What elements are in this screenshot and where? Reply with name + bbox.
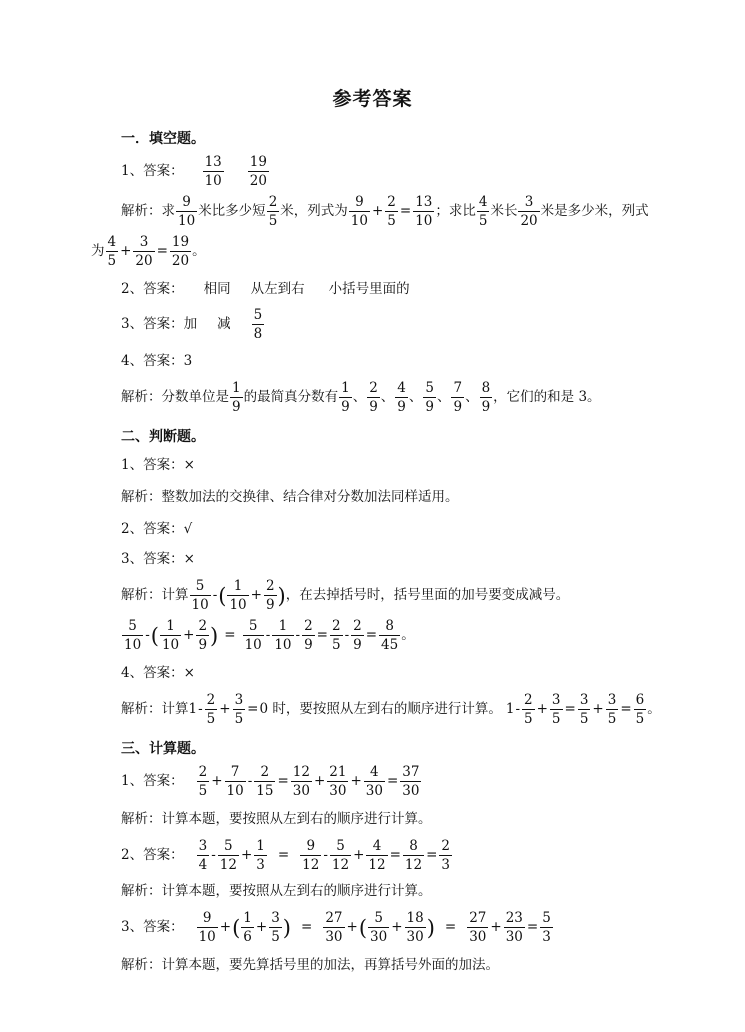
fraction: $\frac{27}{30}$ xyxy=(469,910,487,945)
equals-sign: = xyxy=(156,243,168,260)
fraction: $\frac{8}{12}$ xyxy=(404,838,423,873)
fraction: $\frac{4}{5}$ xyxy=(107,234,117,269)
exp-text: 0 时，要按照从左到右的顺序进行计算。 xyxy=(259,701,502,718)
right-paren: ) xyxy=(282,915,291,940)
fraction: $\frac{6}{5}$ xyxy=(635,692,645,727)
exp-text: ，它们的和是 3。 xyxy=(493,389,601,406)
answer-label: 3、答案： xyxy=(121,919,184,936)
answer-value: 相同 xyxy=(203,281,231,298)
s2-q3-answer xyxy=(121,540,195,580)
page-title: 参考答案 xyxy=(332,88,413,110)
fraction: $\frac{19}{20}$ xyxy=(249,154,267,189)
fraction: $\frac{5}{30}$ xyxy=(370,910,388,945)
exp-text: 解析：整数加法的交换律、结合律对分数加法同样适用。 xyxy=(121,489,459,506)
exp-text: 米长 xyxy=(490,203,518,220)
exp-text: 。 xyxy=(401,627,415,644)
separator: 、 xyxy=(352,389,367,406)
plus-sign: + xyxy=(219,919,232,936)
fraction: $\frac{3}{20}$ xyxy=(520,194,538,229)
s3-q1-answer xyxy=(121,762,422,802)
fraction: $\frac{12}{30}$ xyxy=(292,764,310,799)
fraction: $\frac{19}{20}$ xyxy=(171,234,190,269)
plus-sign: + xyxy=(391,919,403,936)
fraction: $\frac{5}{12}$ xyxy=(219,838,237,873)
minus-sign: - xyxy=(198,701,203,718)
s1-q2-answer xyxy=(121,270,410,310)
fraction: $\frac{1}{9}$ xyxy=(341,380,350,415)
exp-text: 为 xyxy=(91,243,105,260)
plus-sign: + xyxy=(536,701,548,718)
exp-text: 的最简真分数有 xyxy=(243,389,339,406)
answer-value: 小括号里面的 xyxy=(328,281,410,298)
fraction: $\frac{3}{5}$ xyxy=(271,910,280,945)
exp-text: 米比多少短 xyxy=(198,203,266,220)
s2-q3-explanation xyxy=(121,576,569,616)
minus-sign: - xyxy=(295,627,301,644)
fraction: $\frac{1}{9}$ xyxy=(232,380,241,415)
minus-sign: - xyxy=(211,847,216,864)
s1-q4-explanation xyxy=(121,378,601,418)
s1-q1-explanation-cont xyxy=(91,232,206,272)
fraction: $\frac{1}{3}$ xyxy=(256,838,265,873)
s2-q4-answer xyxy=(121,654,195,694)
plus-sign: + xyxy=(346,919,358,936)
exp-text: 解析：计算本题，要先算括号里的加法，再算括号外面的加法。 xyxy=(121,957,499,974)
s2-q3-calculation xyxy=(121,616,415,656)
exp-text: 。 xyxy=(192,243,206,260)
exp-text: 解析：分数单位是 xyxy=(121,389,229,406)
equals-sign: = xyxy=(277,773,289,790)
fraction: $\frac{18}{30}$ xyxy=(406,910,424,945)
equals-sign: = xyxy=(620,701,632,718)
equals-sign: = xyxy=(301,919,313,936)
equals-sign: = xyxy=(316,627,328,644)
fraction: $\frac{5}{10}$ xyxy=(124,618,142,653)
right-paren: ) xyxy=(426,915,435,940)
fraction: $\frac{3}{5}$ xyxy=(551,692,561,727)
fraction: $\frac{9}{10}$ xyxy=(178,194,196,229)
answer-label: 2、答案：√ xyxy=(121,521,193,538)
fraction: $\frac{7}{10}$ xyxy=(226,764,244,799)
fraction: $\frac{3}{5}$ xyxy=(234,692,244,727)
fraction: $\frac{5}{10}$ xyxy=(244,618,262,653)
answer-label: 3、答案：× xyxy=(121,551,195,568)
equals-sign: = xyxy=(564,701,576,718)
fraction: $\frac{1}{6}$ xyxy=(243,910,252,945)
s3-q2-explanation xyxy=(121,872,432,912)
plus-sign: + xyxy=(219,701,231,718)
answer-label: 2、答案： xyxy=(121,847,184,864)
equals-sign: = xyxy=(224,627,236,644)
number: 1 xyxy=(188,701,198,718)
fraction: $\frac{4}{30}$ xyxy=(365,764,383,799)
fraction: $\frac{7}{9}$ xyxy=(453,380,463,415)
left-paren: ( xyxy=(150,623,159,648)
answer-label: 4、答案：× xyxy=(121,665,195,682)
separator: 、 xyxy=(465,389,479,406)
plus-sign: + xyxy=(371,203,384,220)
equals-sign: = xyxy=(365,627,378,644)
fraction: $\frac{5}{8}$ xyxy=(253,307,263,342)
s3-q2-answer xyxy=(121,836,453,876)
exp-text: 解析：计算本题，要按照从左到右的顺序进行计算。 xyxy=(121,883,432,900)
fraction: $\frac{2}{5}$ xyxy=(198,764,208,799)
s1-q1-answer xyxy=(121,152,270,192)
separator: 、 xyxy=(380,389,395,406)
plus-sign: + xyxy=(490,919,502,936)
left-paren: ( xyxy=(218,583,227,608)
left-paren: ( xyxy=(358,915,368,940)
equals-sign: = xyxy=(526,919,539,936)
plus-sign: + xyxy=(255,919,268,936)
s3-q1-explanation xyxy=(121,800,432,840)
s3-q3-answer xyxy=(121,908,554,948)
fraction: $\frac{8}{45}$ xyxy=(381,618,399,653)
fraction: $\frac{13}{10}$ xyxy=(415,194,433,229)
exp-text: 。 xyxy=(647,701,661,718)
exp-text: 解析：求 xyxy=(121,203,175,220)
fraction: $\frac{2}{9}$ xyxy=(198,618,208,653)
fraction: $\frac{2}{15}$ xyxy=(256,764,274,799)
fraction: $\frac{5}{10}$ xyxy=(191,578,209,613)
fraction: $\frac{4}{9}$ xyxy=(397,380,406,415)
plus-sign: + xyxy=(592,701,604,718)
s3-q3-explanation xyxy=(121,946,499,986)
minus-sign: - xyxy=(515,701,521,718)
answer-label: 1、答案： xyxy=(121,163,184,180)
fraction: $\frac{5}{9}$ xyxy=(425,380,434,415)
left-paren: ( xyxy=(232,915,241,940)
fraction: $\frac{5}{12}$ xyxy=(331,838,350,873)
equals-sign: = xyxy=(389,847,401,864)
answer-value: 从左到右 xyxy=(250,281,305,298)
answer-value: 减 xyxy=(217,316,231,333)
minus-sign: - xyxy=(323,847,328,864)
fraction: $\frac{3}{5}$ xyxy=(579,692,589,727)
plus-sign: + xyxy=(120,243,132,260)
fraction: $\frac{9}{10}$ xyxy=(350,194,368,229)
fraction: $\frac{4}{5}$ xyxy=(478,194,488,229)
exp-text: ；求比 xyxy=(435,203,476,220)
equals-sign: = xyxy=(386,773,399,790)
exp-text: 解析：计算 xyxy=(121,587,189,604)
fraction: $\frac{2}{9}$ xyxy=(304,618,313,653)
fraction: $\frac{13}{10}$ xyxy=(204,154,222,189)
fraction: $\frac{2}{9}$ xyxy=(265,578,275,613)
equals-sign: = xyxy=(444,919,457,936)
fraction: $\frac{2}{5}$ xyxy=(206,692,216,727)
section-heading-true-false: 二、判断题。 xyxy=(121,429,205,445)
exp-text: ，在去掉括号时，括号里面的加号要变成减号。 xyxy=(285,587,570,604)
fraction: $\frac{8}{9}$ xyxy=(481,380,491,415)
equals-sign: = xyxy=(247,701,259,718)
plus-sign: + xyxy=(240,847,253,864)
answer-label: 4、答案：3 xyxy=(121,353,193,370)
section-heading-calculation: 三、计算题。 xyxy=(121,741,205,757)
fraction: $\frac{5}{3}$ xyxy=(542,910,551,945)
fraction: $\frac{3}{20}$ xyxy=(135,234,153,269)
fraction: $\frac{2}{5}$ xyxy=(387,194,396,229)
plus-sign: + xyxy=(313,773,326,790)
s1-q1-explanation xyxy=(121,192,649,232)
equals-sign: = xyxy=(399,203,412,220)
fraction: $\frac{2}{5}$ xyxy=(268,194,278,229)
minus-sign: - xyxy=(265,627,271,644)
exp-text: 米，列式为 xyxy=(280,203,348,220)
minus-sign: - xyxy=(145,627,150,644)
minus-sign: - xyxy=(344,627,350,644)
section-heading-fill-blank: 一．填空题。 xyxy=(121,131,205,147)
fraction: $\frac{2}{5}$ xyxy=(331,618,341,653)
exp-text: 米是多少米，列式 xyxy=(540,203,649,220)
equals-sign: = xyxy=(426,847,438,864)
right-paren: ) xyxy=(277,583,286,608)
fraction: $\frac{27}{30}$ xyxy=(325,910,343,945)
fraction: $\frac{21}{30}$ xyxy=(329,764,347,799)
fraction: $\frac{3}{4}$ xyxy=(198,838,208,873)
fraction: $\frac{2}{9}$ xyxy=(353,618,362,653)
exp-text: 解析：计算 xyxy=(121,701,189,718)
fraction: $\frac{9}{10}$ xyxy=(198,910,216,945)
separator: 、 xyxy=(436,389,451,406)
exp-text: 解析：计算本题，要按照从左到右的顺序进行计算。 xyxy=(121,811,432,828)
minus-sign: - xyxy=(247,773,253,790)
fraction: $\frac{2}{9}$ xyxy=(369,380,378,415)
s1-q4-answer xyxy=(121,342,192,382)
right-paren: ) xyxy=(210,623,219,648)
fraction: $\frac{23}{30}$ xyxy=(505,910,523,945)
fraction: $\frac{9}{12}$ xyxy=(302,838,320,873)
number: 1 xyxy=(505,701,515,718)
minus-sign: - xyxy=(212,587,218,604)
separator: 、 xyxy=(408,389,423,406)
plus-sign: + xyxy=(183,627,195,644)
plus-sign: + xyxy=(250,587,262,604)
fraction: $\frac{2}{5}$ xyxy=(524,692,533,727)
fraction: $\frac{37}{30}$ xyxy=(402,764,420,799)
equals-sign: = xyxy=(277,847,290,864)
answer-label: 1、答案：× xyxy=(121,457,195,474)
answer-label: 1、答案： xyxy=(121,773,184,790)
fraction: $\frac{4}{12}$ xyxy=(368,838,386,873)
answer-label: 2、答案： xyxy=(121,281,184,298)
fraction: $\frac{1}{10}$ xyxy=(161,618,180,653)
s1-q3-answer xyxy=(121,305,265,345)
fraction: $\frac{2}{3}$ xyxy=(441,838,450,873)
plus-sign: + xyxy=(350,773,362,790)
fraction: $\frac{1}{10}$ xyxy=(274,618,292,653)
fraction: $\frac{1}{10}$ xyxy=(229,578,247,613)
answer-label: 3、答案：加 xyxy=(121,316,198,333)
plus-sign: + xyxy=(211,773,223,790)
fraction: $\frac{3}{5}$ xyxy=(607,692,617,727)
s2-q4-explanation xyxy=(121,690,661,730)
plus-sign: + xyxy=(353,847,365,864)
